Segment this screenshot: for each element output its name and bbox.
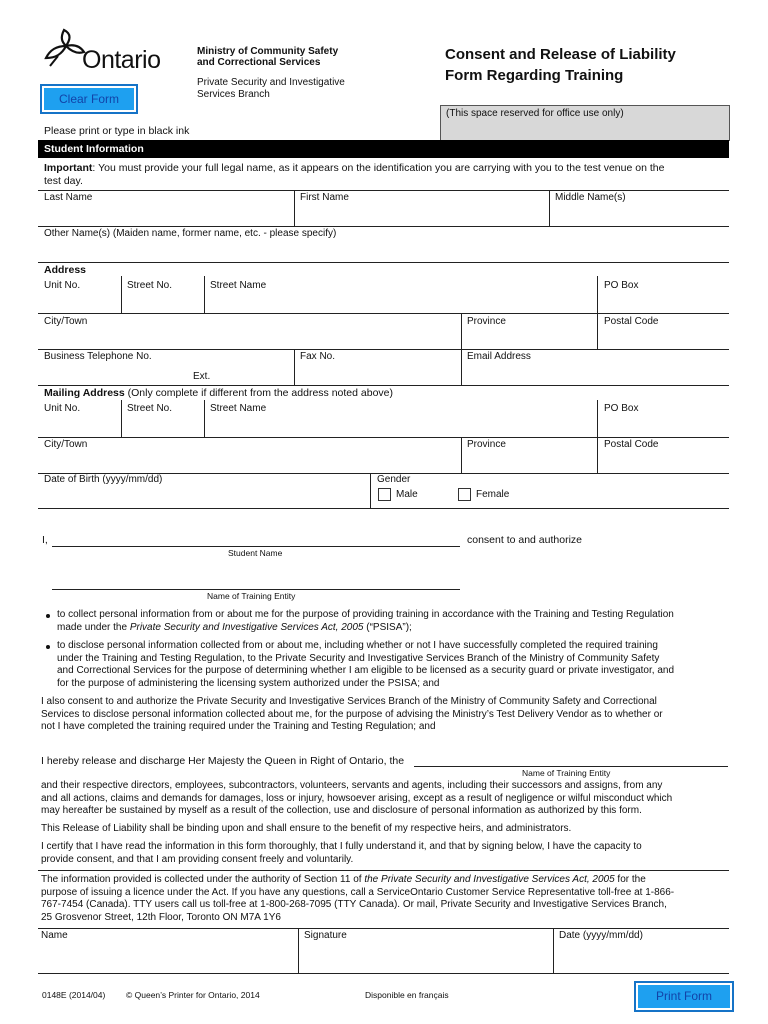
bullet-collect-line-1: to collect personal information from or about me for the purpose of providing training in accordance with the Training and Testing Regulation	[57, 609, 674, 620]
certify-paragraph	[41, 841, 741, 866]
important-text-2: test day.	[44, 174, 83, 187]
directors-line-1: and their respective directors, employees, subcontractors, volunteers, servants and agents, including their successors and assigns, from any	[41, 780, 663, 791]
important-note	[44, 162, 734, 187]
male-label: Male	[396, 489, 418, 500]
branch-line-1: Private Security and Investigative	[197, 77, 345, 88]
print-instruction: Please print or type in black ink	[44, 125, 190, 137]
middle-name-input[interactable]	[551, 205, 726, 225]
address-unit-input[interactable]	[40, 293, 118, 312]
mailing-province-input[interactable]	[463, 452, 594, 471]
other-names-input[interactable]	[40, 242, 726, 261]
gender-label: Gender	[377, 474, 411, 485]
important-text-1: : You must provide your full legal name, as it appears on the identification you are carrying with you to the test venue on the	[92, 162, 665, 174]
first-name-input[interactable]	[296, 205, 546, 225]
email-label: Email Address	[467, 351, 531, 362]
bullet-disclose-line-1: to disclose personal information collected from or about me, including whether or not I have successfully completed the required training	[57, 640, 658, 651]
ministry-line-1: Ministry of Community Safety	[197, 46, 339, 57]
signature-label: Signature	[304, 930, 347, 941]
female-label: Female	[476, 489, 510, 500]
info-line-2: purpose of issuing a licence under the Act. If you have any questions, call a ServiceOntario Customer Service Representative toll-free at 1-866-	[41, 886, 675, 898]
mailing-postal-label: Postal Code	[604, 439, 659, 450]
address-city-label: City/Town	[44, 316, 88, 327]
directors-line-2: and all actions, claims and demands for damages, loss or injury, howsoever arising, except as a result of negligence or wilful misconduct which	[41, 792, 673, 804]
form-title-line-1: Consent and Release of Liability	[445, 46, 676, 63]
address-postal-label: Postal Code	[604, 316, 659, 327]
mailing-province-label: Province	[467, 439, 506, 450]
ontario-logo	[42, 26, 182, 74]
bullet-disclose	[57, 640, 737, 690]
print-form-button[interactable]	[634, 981, 734, 1012]
office-use-box	[440, 105, 730, 141]
address-unit-label: Unit No.	[44, 280, 81, 291]
address-province-label: Province	[467, 316, 506, 327]
middle-name-label: Middle Name(s)	[555, 192, 626, 203]
signature-name-label: Name	[41, 930, 68, 941]
clear-form-button[interactable]	[40, 84, 138, 114]
branch-line-2: Services Branch	[197, 89, 270, 100]
logo-text: Ontario	[82, 46, 161, 74]
release-text: I hereby release and discharge Her Majesty the Queen in Right of Ontario, the	[41, 755, 405, 767]
info-paragraph	[41, 874, 741, 924]
address-street-name-label: Street Name	[210, 280, 267, 291]
last-name-label: Last Name	[44, 192, 93, 203]
ministry-line-2: and Correctional Services	[197, 57, 321, 68]
student-info-header	[38, 140, 729, 158]
french-availability: Disponible en français	[365, 990, 449, 1000]
signature-date-label: Date (yyyy/mm/dd)	[559, 930, 643, 941]
bullet-collect-pre: made under the	[57, 621, 130, 633]
student-name-input[interactable]	[52, 530, 460, 546]
branch-name	[197, 77, 345, 101]
bullet-disclose-line-4: for the purpose of administering the licensing system authorized under the PSISA; and	[57, 677, 440, 689]
fax-label: Fax No.	[300, 351, 336, 362]
bullet-collect-act: Private Security and Investigative Services Act, 2005	[129, 621, 364, 633]
last-name-input[interactable]	[40, 205, 290, 225]
directors-paragraph	[41, 780, 741, 818]
binding-paragraph: This Release of Liability shall be binding upon and shall ensure to the benefit of my respective heirs, and administrators.	[41, 823, 572, 834]
bullet-collect-post: (“PSISA”);	[363, 621, 412, 633]
mailing-city-label: City/Town	[44, 439, 88, 450]
address-postal-input[interactable]	[599, 329, 726, 348]
also-consent-paragraph	[41, 696, 741, 734]
form-number: 0148E (2014/04)	[42, 990, 106, 1000]
info-line-3: 767-7454 (Canada). TTY users call us toll-free at 1-800-268-7095 (TTY Canada). Or mail, Private Security and Investigative Services Branch,	[41, 899, 667, 910]
office-use-text: (This space reserved for office use only)	[446, 108, 624, 119]
other-names-label: Other Name(s) (Maiden name, former name, etc. - please specify)	[44, 228, 337, 239]
female-checkbox[interactable]	[458, 488, 471, 501]
address-title: Address	[44, 264, 87, 276]
address-street-no-label: Street No.	[127, 280, 173, 291]
release-entity-input[interactable]	[414, 751, 728, 766]
form-title	[445, 44, 676, 86]
student-name-caption: Student Name	[228, 548, 283, 558]
copyright: © Queen’s Printer for Ontario, 2014	[126, 990, 260, 1000]
business-phone-input[interactable]	[40, 364, 190, 383]
ext-input[interactable]	[215, 364, 291, 383]
signature-name-input[interactable]	[40, 944, 295, 971]
mailing-title	[44, 387, 393, 399]
mailing-po-box-label: PO Box	[604, 403, 639, 414]
consent-authorize-text: consent to and authorize	[467, 534, 582, 546]
mailing-street-name-label: Street Name	[210, 403, 267, 414]
consent-i: I,	[42, 534, 48, 546]
also-consent-line-2: Services to disclose personal information collected about me, for the purpose of advising the Ministry’s Test Delivery Vendor as to whether or	[41, 708, 663, 720]
mailing-unit-label: Unit No.	[44, 403, 81, 414]
clear-form-label: Clear Form	[58, 92, 119, 106]
student-info-title: Student Information	[44, 143, 144, 155]
dob-label: Date of Birth (yyyy/mm/dd)	[44, 474, 163, 485]
info-post: for the	[614, 874, 646, 885]
also-consent-line-1: I also consent to and authorize the Private Security and Investigative Services Branch of the Ministry of Community Safety and Correctional	[41, 696, 657, 707]
ministry-name	[197, 46, 338, 68]
bullet-disclose-line-3: and Correctional Services for the purpose of determining whether I am eligible to be licensed as a security guard or private investigator, and	[57, 665, 675, 676]
mailing-postal-input[interactable]	[599, 452, 726, 471]
address-street-no-input[interactable]	[123, 293, 201, 312]
print-form-label: Print Form	[655, 989, 712, 1003]
certify-line-1: I certify that I have read the information in this form thoroughly, that I fully understand it, and that by signing below, I have the capacity to	[41, 841, 642, 852]
mailing-title-text: Mailing Address	[44, 387, 125, 399]
first-name-label: First Name	[300, 192, 349, 203]
info-act: the Private Security and Investigative Services Act, 2005	[364, 874, 615, 885]
form-title-line-2: Form Regarding Training	[445, 67, 624, 84]
email-input[interactable]	[463, 364, 726, 383]
fax-input[interactable]	[296, 364, 458, 383]
mailing-street-name-input[interactable]	[206, 416, 594, 435]
address-po-box-input[interactable]	[599, 293, 726, 312]
release-entity-caption: Name of Training Entity	[522, 768, 611, 778]
training-entity-input[interactable]	[52, 573, 460, 589]
address-province-input[interactable]	[463, 329, 594, 348]
address-po-box-label: PO Box	[604, 280, 639, 291]
info-line-4: 25 Grosvenor Street, 12th Floor, Toronto ON M7A 1Y6	[41, 911, 281, 923]
male-checkbox[interactable]	[378, 488, 391, 501]
bullet-disclose-line-2: under the Training and Testing Regulation, to the Private Security and Investigative Services Branch of the Ministry of Community Safety	[57, 652, 660, 664]
business-phone-label: Business Telephone No.	[44, 351, 152, 362]
info-pre: The information provided is collected under the authority of Section 11 of	[41, 874, 365, 885]
mailing-po-box-input[interactable]	[599, 416, 726, 435]
mailing-unit-input[interactable]	[40, 416, 118, 435]
dob-input[interactable]	[40, 488, 366, 506]
address-street-name-input[interactable]	[206, 293, 594, 312]
mailing-street-no-label: Street No.	[127, 403, 173, 414]
signature-input[interactable]	[300, 944, 550, 971]
mailing-note: (Only complete if different from the address noted above)	[124, 387, 393, 399]
important-label: Important	[44, 162, 93, 174]
also-consent-line-3: not I have completed the training required under the Training and Testing Regulation; and	[41, 721, 436, 732]
training-entity-caption: Name of Training Entity	[207, 591, 296, 601]
ext-label: Ext.	[193, 371, 211, 382]
certify-line-2: provide consent, and that I am providing consent freely and voluntarily.	[41, 853, 354, 865]
bullet-collect	[57, 609, 737, 634]
signature-date-input[interactable]	[555, 944, 726, 971]
mailing-street-no-input[interactable]	[123, 416, 201, 435]
mailing-city-input[interactable]	[40, 452, 458, 471]
address-city-input[interactable]	[40, 329, 458, 348]
directors-line-3: may hereafter be sustained by myself as a result of the collection, use and disclosure of personal information as authorized by this form.	[41, 805, 642, 816]
